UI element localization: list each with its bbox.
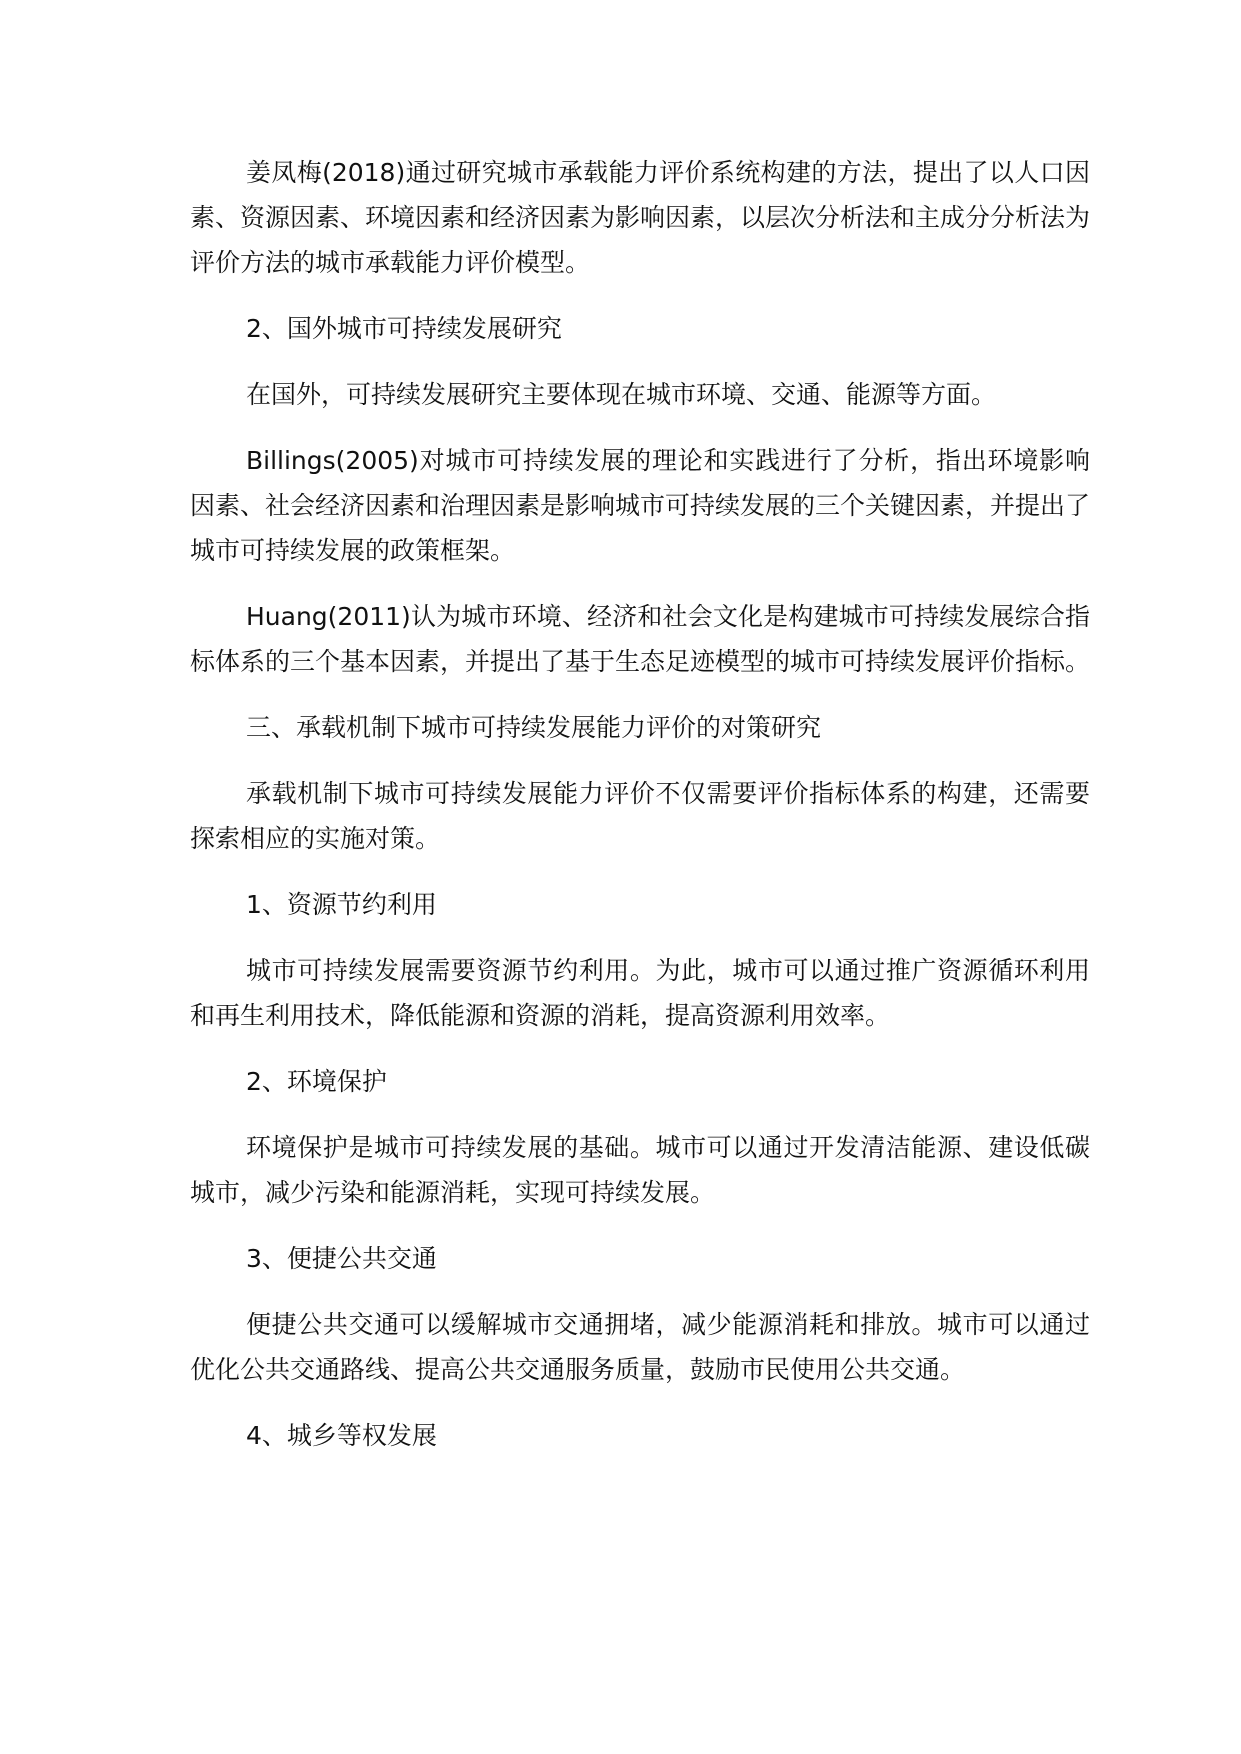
section-heading-countermeasures: 三、承载机制下城市可持续发展能力评价的对策研究: [246, 713, 822, 742]
paragraph-foreign-overview: 在国外，可持续发展研究主要体现在城市环境、交通、能源等方面。: [246, 380, 997, 409]
subheading-environmental-protection: 2、环境保护: [246, 1067, 387, 1096]
paragraph-jiang-2018: 姜凤梅(2018)通过研究城市承载能力评价系统构建的方法，提出了以人口因素、资源因素、环境因素和经济因素为影响因素，以层次分析法和主成分分析法为评价方法的城市承载能力评价模型。: [190, 158, 1091, 277]
paragraph-billings-2005: Billings(2005)对城市可持续发展的理论和实践进行了分析，指出环境影响因素、社会经济因素和治理因素是影响城市可持续发展的三个关键因素，并提出了城市可持续发展的政策框架。: [190, 446, 1091, 565]
paragraph-countermeasures-intro: 承载机制下城市可持续发展能力评价不仅需要评价指标体系的构建，还需要探索相应的实施对策。: [190, 779, 1090, 853]
subheading-resource-saving: 1、资源节约利用: [246, 890, 437, 919]
paragraph-environmental-protection: 环境保护是城市可持续发展的基础。城市可以通过开发清洁能源、建设低碳城市，减少污染和能源消耗，实现可持续发展。: [190, 1133, 1090, 1207]
paragraph-public-transport: 便捷公共交通可以缓解城市交通拥堵，减少能源消耗和排放。城市可以通过优化公共交通路线、提高公共交通服务质量，鼓励市民使用公共交通。: [190, 1310, 1090, 1384]
paragraph-huang-2011: Huang(2011)认为城市环境、经济和社会文化是构建城市可持续发展综合指标体系的三个基本因素，并提出了基于生态足迹模型的城市可持续发展评价指标。: [190, 602, 1091, 676]
subheading-public-transport: 3、便捷公共交通: [246, 1244, 437, 1273]
paragraph-resource-saving: 城市可持续发展需要资源节约利用。为此，城市可以通过推广资源循环利用和再生利用技术，降低能源和资源的消耗，提高资源利用效率。: [190, 956, 1090, 1030]
subheading-urban-rural-equality: 4、城乡等权发展: [246, 1421, 437, 1450]
document-body: [190, 150, 1090, 1479]
section-heading-foreign-research: 2、国外城市可持续发展研究: [246, 314, 562, 343]
